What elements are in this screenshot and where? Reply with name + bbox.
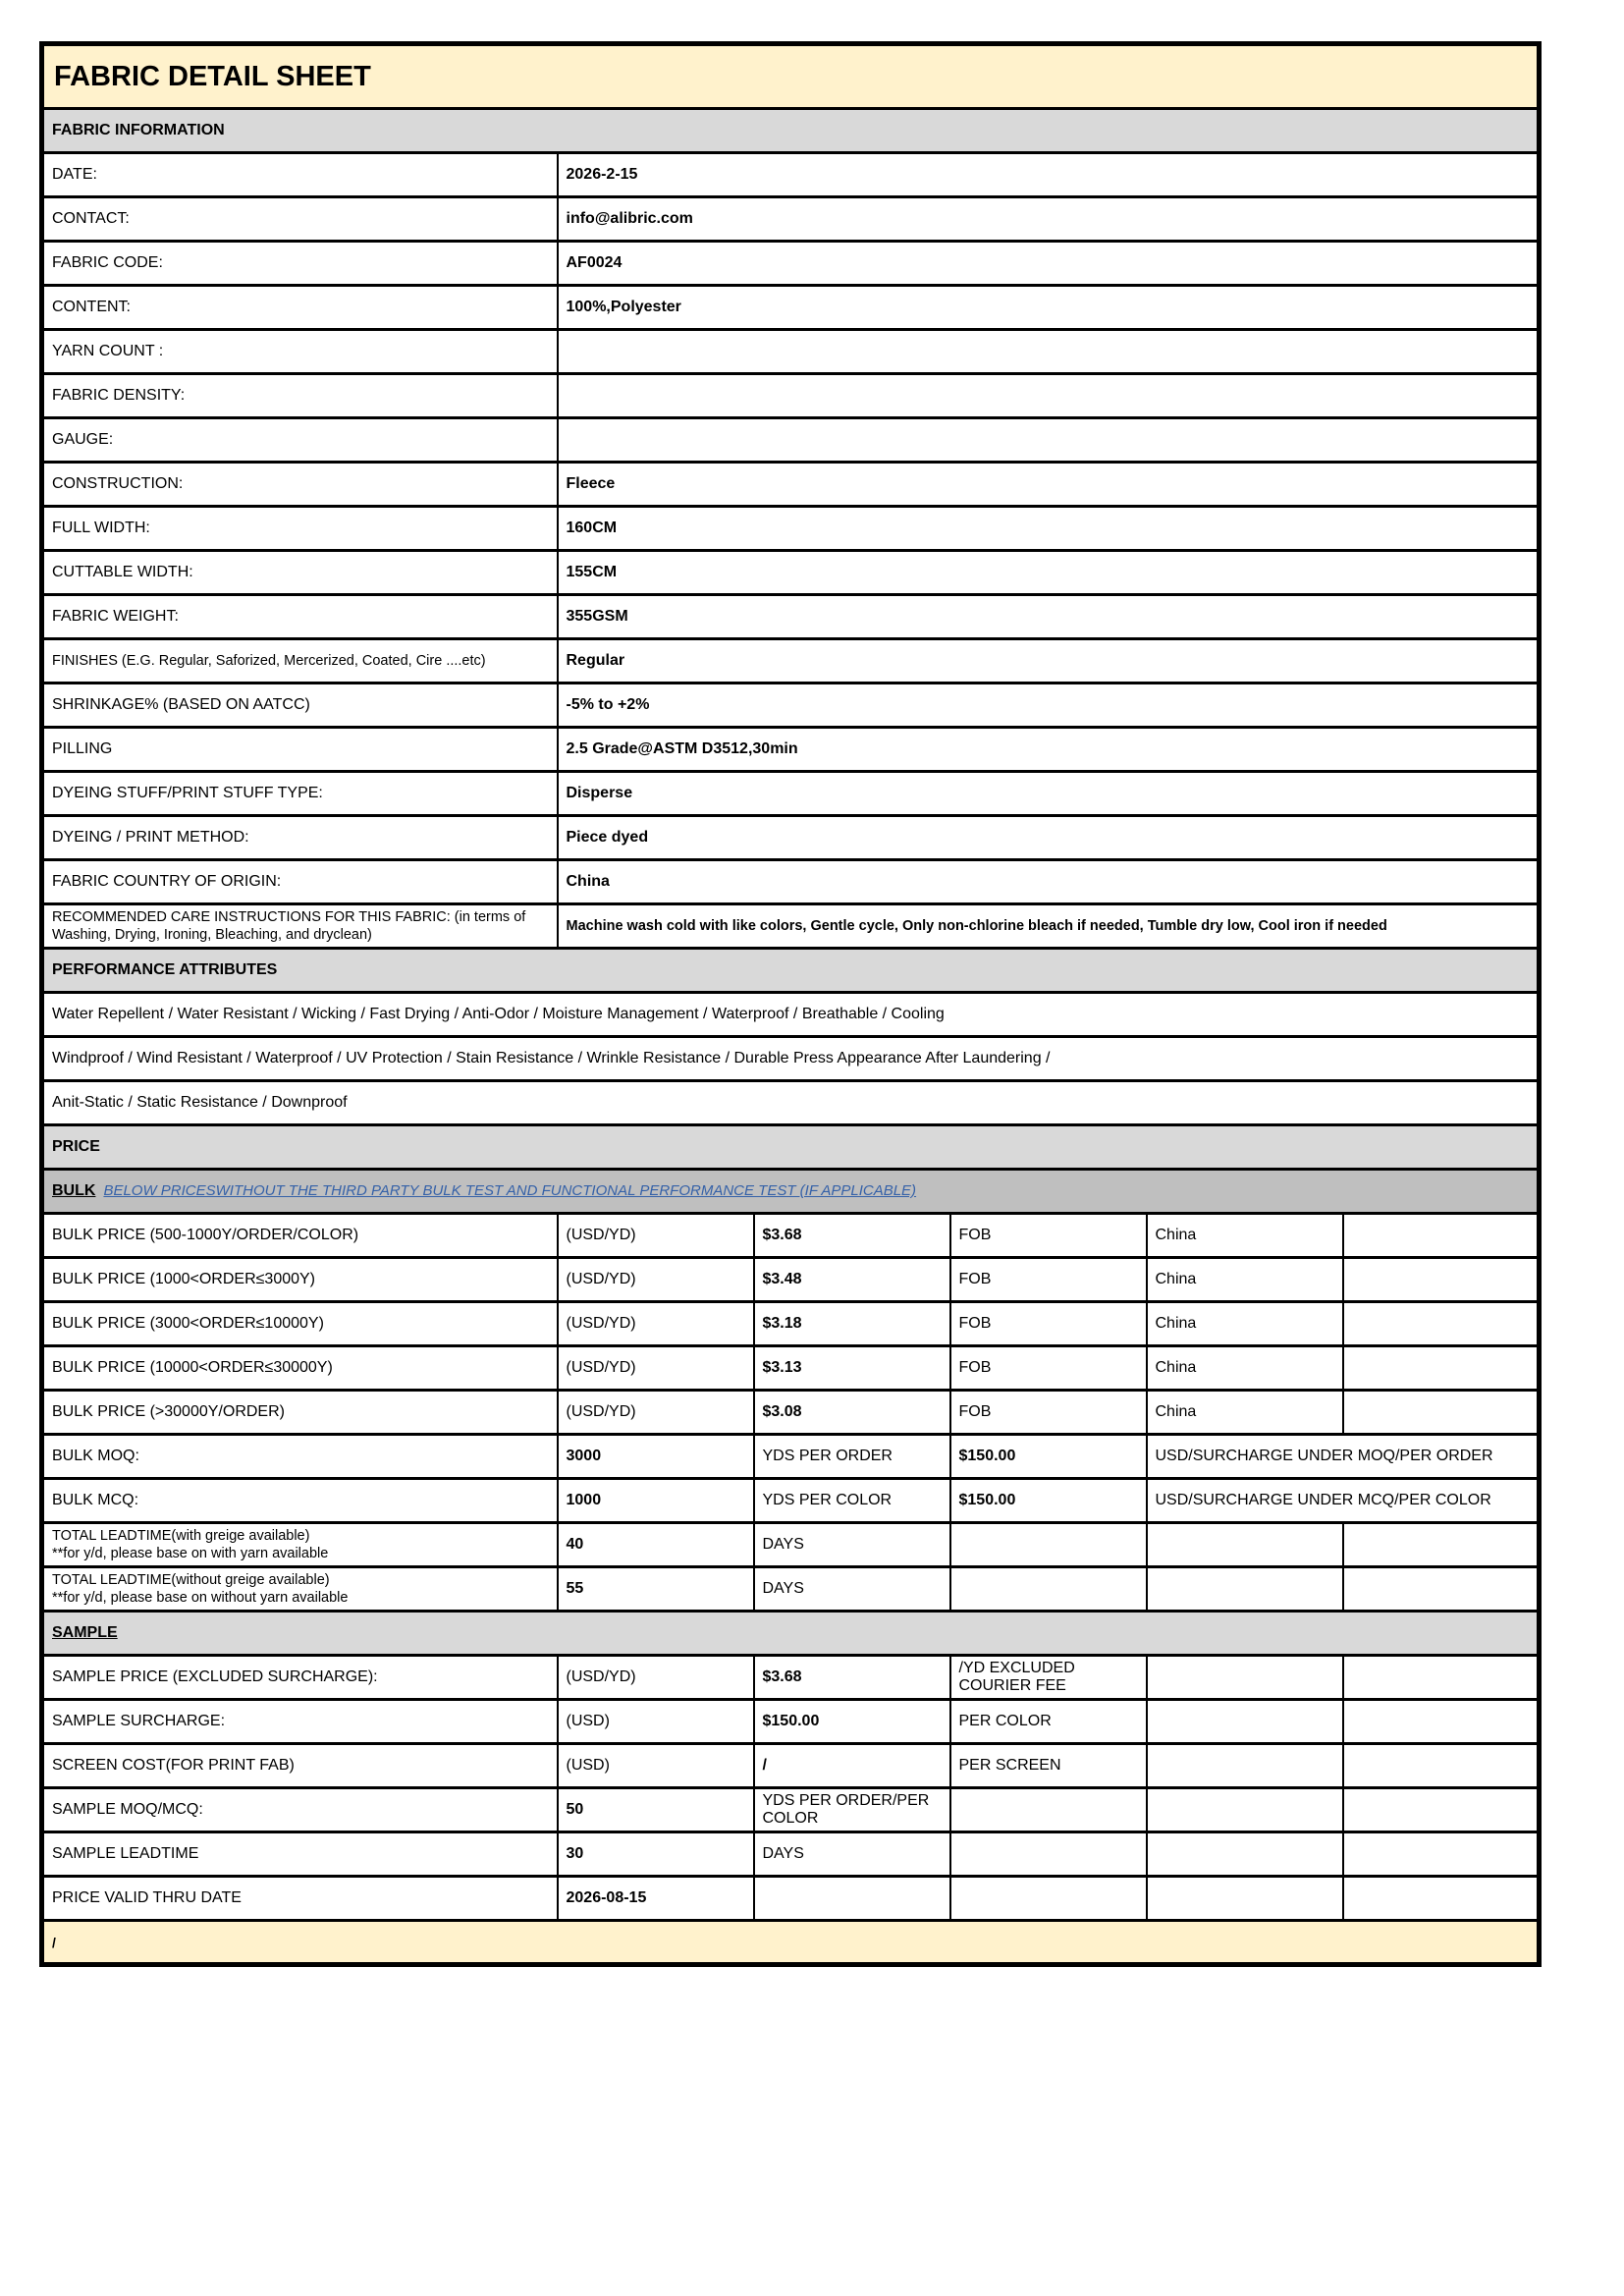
row-label: GAUGE: bbox=[42, 418, 558, 463]
moq-qty: 1000 bbox=[558, 1479, 754, 1523]
empty-cell bbox=[1343, 1832, 1540, 1877]
price-unit: (USD/YD) bbox=[558, 1258, 754, 1302]
price-label: BULK PRICE (3000<ORDER≤10000Y) bbox=[42, 1302, 558, 1346]
moq-note: USD/SURCHARGE UNDER MCQ/PER COLOR bbox=[1147, 1479, 1540, 1523]
sample-col1: 2026-08-15 bbox=[558, 1877, 754, 1921]
row-value: 355GSM bbox=[558, 595, 1540, 639]
row-value: Machine wash cold with like colors, Gentle cycle, Only non-chlorine bleach if needed, Tumble dry low, Cool iron if needed bbox=[558, 904, 1540, 949]
section-header-row bbox=[42, 109, 1540, 153]
empty-cell bbox=[1343, 1788, 1540, 1832]
bulk-note-cell bbox=[42, 1170, 1540, 1214]
empty-cell bbox=[1343, 1744, 1540, 1788]
fabric-info-row bbox=[42, 772, 1540, 816]
row-value bbox=[558, 418, 1540, 463]
price-extra-cell bbox=[1343, 1302, 1540, 1346]
row-label: FABRIC WEIGHT: bbox=[42, 595, 558, 639]
bulk-price-row bbox=[42, 1214, 1540, 1258]
price-term: FOB bbox=[950, 1302, 1147, 1346]
sample-label: SAMPLE PRICE (EXCLUDED SURCHARGE): bbox=[42, 1656, 558, 1700]
row-value: 2026-2-15 bbox=[558, 153, 1540, 197]
empty-cell bbox=[1343, 1700, 1540, 1744]
title-row bbox=[42, 44, 1540, 109]
price-term: FOB bbox=[950, 1391, 1147, 1435]
performance-attributes-header: PERFORMANCE ATTRIBUTES bbox=[42, 949, 1540, 993]
sample-col3 bbox=[950, 1877, 1147, 1921]
empty-cell bbox=[1147, 1567, 1343, 1612]
row-value: China bbox=[558, 860, 1540, 904]
empty-cell bbox=[1147, 1744, 1343, 1788]
moq-label: BULK MCQ: bbox=[42, 1479, 558, 1523]
row-value: info@alibric.com bbox=[558, 197, 1540, 242]
price-label: BULK PRICE (10000<ORDER≤30000Y) bbox=[42, 1346, 558, 1391]
row-label: CONTACT: bbox=[42, 197, 558, 242]
row-value: 155CM bbox=[558, 551, 1540, 595]
row-label: FABRIC CODE: bbox=[42, 242, 558, 286]
row-value: 2.5 Grade@ASTM D3512,30min bbox=[558, 728, 1540, 772]
row-label: PILLING bbox=[42, 728, 558, 772]
empty-cell bbox=[1147, 1877, 1343, 1921]
section-header-row bbox=[42, 949, 1540, 993]
price-origin: China bbox=[1147, 1346, 1343, 1391]
sample-label: SAMPLE MOQ/MCQ: bbox=[42, 1788, 558, 1832]
fabric-info-row bbox=[42, 286, 1540, 330]
price-value: $3.08 bbox=[754, 1391, 950, 1435]
sample-row bbox=[42, 1788, 1540, 1832]
leadtime-qty: 40 bbox=[558, 1523, 754, 1567]
row-label: FULL WIDTH: bbox=[42, 507, 558, 551]
sample-label: SAMPLE LEADTIME bbox=[42, 1832, 558, 1877]
price-value: $3.48 bbox=[754, 1258, 950, 1302]
price-origin: China bbox=[1147, 1391, 1343, 1435]
fabric-info-row bbox=[42, 904, 1540, 949]
price-extra-cell bbox=[1343, 1391, 1540, 1435]
fabric-info-row bbox=[42, 595, 1540, 639]
sample-col2: YDS PER ORDER/PER COLOR bbox=[754, 1788, 950, 1832]
sample-col2: $3.68 bbox=[754, 1656, 950, 1700]
section-header-row bbox=[42, 1125, 1540, 1170]
price-origin: China bbox=[1147, 1214, 1343, 1258]
leadtime-title: TOTAL LEADTIME(without greige available) bbox=[52, 1571, 330, 1588]
price-value: $3.13 bbox=[754, 1346, 950, 1391]
bulk-price-row bbox=[42, 1302, 1540, 1346]
sample-col3 bbox=[950, 1788, 1147, 1832]
row-label: CONSTRUCTION: bbox=[42, 463, 558, 507]
sample-col1: (USD) bbox=[558, 1700, 754, 1744]
empty-cell bbox=[1147, 1700, 1343, 1744]
price-unit: (USD/YD) bbox=[558, 1302, 754, 1346]
performance-row bbox=[42, 993, 1540, 1037]
leadtime-title: TOTAL LEADTIME(with greige available) bbox=[52, 1527, 310, 1544]
fabric-detail-table bbox=[39, 41, 1542, 1967]
sample-row bbox=[42, 1832, 1540, 1877]
footer-row bbox=[42, 1921, 1540, 1965]
sample-col2: / bbox=[754, 1744, 950, 1788]
sample-col2: DAYS bbox=[754, 1832, 950, 1877]
moq-note: USD/SURCHARGE UNDER MOQ/PER ORDER bbox=[1147, 1435, 1540, 1479]
bulk-price-row bbox=[42, 1258, 1540, 1302]
fabric-info-row bbox=[42, 728, 1540, 772]
section-header-row bbox=[42, 1612, 1540, 1656]
bulk-label: BULK bbox=[52, 1182, 96, 1199]
sample-col3: PER COLOR bbox=[950, 1700, 1147, 1744]
row-value: 160CM bbox=[558, 507, 1540, 551]
empty-cell bbox=[1343, 1877, 1540, 1921]
price-extra-cell bbox=[1343, 1214, 1540, 1258]
fabric-information-header: FABRIC INFORMATION bbox=[42, 109, 1540, 153]
leadtime-qty: 55 bbox=[558, 1567, 754, 1612]
price-label: BULK PRICE (1000<ORDER≤3000Y) bbox=[42, 1258, 558, 1302]
price-value: $3.68 bbox=[754, 1214, 950, 1258]
bulk-price-row bbox=[42, 1391, 1540, 1435]
row-label: CUTTABLE WIDTH: bbox=[42, 551, 558, 595]
sample-row bbox=[42, 1877, 1540, 1921]
row-value: Disperse bbox=[558, 772, 1540, 816]
price-term: FOB bbox=[950, 1214, 1147, 1258]
row-label: YARN COUNT : bbox=[42, 330, 558, 374]
fabric-info-row bbox=[42, 242, 1540, 286]
sample-col3: PER SCREEN bbox=[950, 1744, 1147, 1788]
fabric-info-row bbox=[42, 197, 1540, 242]
moq-unit: YDS PER ORDER bbox=[754, 1435, 950, 1479]
sample-col1: 50 bbox=[558, 1788, 754, 1832]
page-title: FABRIC DETAIL SHEET bbox=[42, 44, 1540, 109]
leadtime-unit: DAYS bbox=[754, 1523, 950, 1567]
sample-label: SCREEN COST(FOR PRINT FAB) bbox=[42, 1744, 558, 1788]
row-value: 100%,Polyester bbox=[558, 286, 1540, 330]
price-extra-cell bbox=[1343, 1346, 1540, 1391]
bulk-moq-row bbox=[42, 1479, 1540, 1523]
row-label: FINISHES (E.G. Regular, Saforized, Mercerized, Coated, Cire ....etc) bbox=[42, 639, 558, 683]
row-label: RECOMMENDED CARE INSTRUCTIONS FOR THIS FABRIC: (in terms of Washing, Drying, Ironing, Bleaching, and dryclean) bbox=[42, 904, 558, 949]
sample-row bbox=[42, 1656, 1540, 1700]
fabric-info-row bbox=[42, 374, 1540, 418]
row-label: SHRINKAGE% (BASED ON AATCC) bbox=[42, 683, 558, 728]
empty-cell bbox=[1147, 1788, 1343, 1832]
row-value: Regular bbox=[558, 639, 1540, 683]
price-unit: (USD/YD) bbox=[558, 1391, 754, 1435]
row-label: FABRIC COUNTRY OF ORIGIN: bbox=[42, 860, 558, 904]
performance-text: Windproof / Wind Resistant / Waterproof / UV Protection / Stain Resistance / Wrinkle Resistance / Durable Press Appearance After Laundering / bbox=[42, 1037, 1540, 1081]
sample-col1: 30 bbox=[558, 1832, 754, 1877]
leadtime-note: **for y/d, please base on without yarn available bbox=[52, 1590, 349, 1606]
sample-col2 bbox=[754, 1877, 950, 1921]
price-header: PRICE bbox=[42, 1125, 1540, 1170]
sample-row bbox=[42, 1744, 1540, 1788]
performance-row bbox=[42, 1081, 1540, 1125]
price-unit: (USD/YD) bbox=[558, 1346, 754, 1391]
row-value bbox=[558, 330, 1540, 374]
performance-row bbox=[42, 1037, 1540, 1081]
row-value: AF0024 bbox=[558, 242, 1540, 286]
fabric-info-row bbox=[42, 418, 1540, 463]
fabric-info-row bbox=[42, 463, 1540, 507]
price-extra-cell bbox=[1343, 1258, 1540, 1302]
sample-header: SAMPLE bbox=[42, 1612, 1540, 1656]
empty-cell bbox=[950, 1523, 1147, 1567]
row-label: DYEING / PRINT METHOD: bbox=[42, 816, 558, 860]
row-value: -5% to +2% bbox=[558, 683, 1540, 728]
leadtime-label bbox=[42, 1523, 558, 1567]
bulk-moq-row bbox=[42, 1435, 1540, 1479]
fabric-info-row bbox=[42, 639, 1540, 683]
fabric-info-row bbox=[42, 330, 1540, 374]
fabric-info-row bbox=[42, 507, 1540, 551]
bulk-note-text: BELOW PRICESWITHOUT THE THIRD PARTY BULK TEST AND FUNCTIONAL PERFORMANCE TEST (IF APPLICABLE) bbox=[103, 1182, 917, 1199]
sample-label: SAMPLE SURCHARGE: bbox=[42, 1700, 558, 1744]
performance-text: Water Repellent / Water Resistant / Wicking / Fast Drying / Anti-Odor / Moisture Management / Waterproof / Breathable / Cooling bbox=[42, 993, 1540, 1037]
empty-cell bbox=[1343, 1523, 1540, 1567]
bulk-price-row bbox=[42, 1346, 1540, 1391]
sample-row bbox=[42, 1700, 1540, 1744]
leadtime-row bbox=[42, 1523, 1540, 1567]
performance-text: Anit-Static / Static Resistance / Downproof bbox=[42, 1081, 1540, 1125]
price-term: FOB bbox=[950, 1346, 1147, 1391]
sample-col1: (USD) bbox=[558, 1744, 754, 1788]
empty-cell bbox=[1147, 1656, 1343, 1700]
leadtime-note: **for y/d, please base on with yarn available bbox=[52, 1546, 329, 1561]
price-term: FOB bbox=[950, 1258, 1147, 1302]
empty-cell bbox=[950, 1567, 1147, 1612]
empty-cell bbox=[1343, 1567, 1540, 1612]
price-origin: China bbox=[1147, 1258, 1343, 1302]
price-label: BULK PRICE (500-1000Y/ORDER/COLOR) bbox=[42, 1214, 558, 1258]
fabric-info-row bbox=[42, 551, 1540, 595]
price-origin: China bbox=[1147, 1302, 1343, 1346]
fabric-info-row bbox=[42, 860, 1540, 904]
price-value: $3.18 bbox=[754, 1302, 950, 1346]
row-value: Fleece bbox=[558, 463, 1540, 507]
moq-qty: 3000 bbox=[558, 1435, 754, 1479]
fabric-info-row bbox=[42, 153, 1540, 197]
sample-col3: /YD EXCLUDED COURIER FEE bbox=[950, 1656, 1147, 1700]
moq-label: BULK MOQ: bbox=[42, 1435, 558, 1479]
row-value: Piece dyed bbox=[558, 816, 1540, 860]
price-label: BULK PRICE (>30000Y/ORDER) bbox=[42, 1391, 558, 1435]
row-label: DATE: bbox=[42, 153, 558, 197]
leadtime-unit: DAYS bbox=[754, 1567, 950, 1612]
moq-unit: YDS PER COLOR bbox=[754, 1479, 950, 1523]
sample-col2: $150.00 bbox=[754, 1700, 950, 1744]
row-value bbox=[558, 374, 1540, 418]
empty-cell bbox=[1147, 1832, 1343, 1877]
bulk-note-row bbox=[42, 1170, 1540, 1214]
sample-col1: (USD/YD) bbox=[558, 1656, 754, 1700]
price-unit: (USD/YD) bbox=[558, 1214, 754, 1258]
sample-label: PRICE VALID THRU DATE bbox=[42, 1877, 558, 1921]
footer-slash: / bbox=[42, 1921, 1540, 1965]
sample-col3 bbox=[950, 1832, 1147, 1877]
moq-fee: $150.00 bbox=[950, 1435, 1147, 1479]
fabric-info-row bbox=[42, 816, 1540, 860]
row-label: FABRIC DENSITY: bbox=[42, 374, 558, 418]
row-label: CONTENT: bbox=[42, 286, 558, 330]
moq-fee: $150.00 bbox=[950, 1479, 1147, 1523]
empty-cell bbox=[1343, 1656, 1540, 1700]
row-label: DYEING STUFF/PRINT STUFF TYPE: bbox=[42, 772, 558, 816]
leadtime-label bbox=[42, 1567, 558, 1612]
empty-cell bbox=[1147, 1523, 1343, 1567]
fabric-info-row bbox=[42, 683, 1540, 728]
leadtime-row bbox=[42, 1567, 1540, 1612]
